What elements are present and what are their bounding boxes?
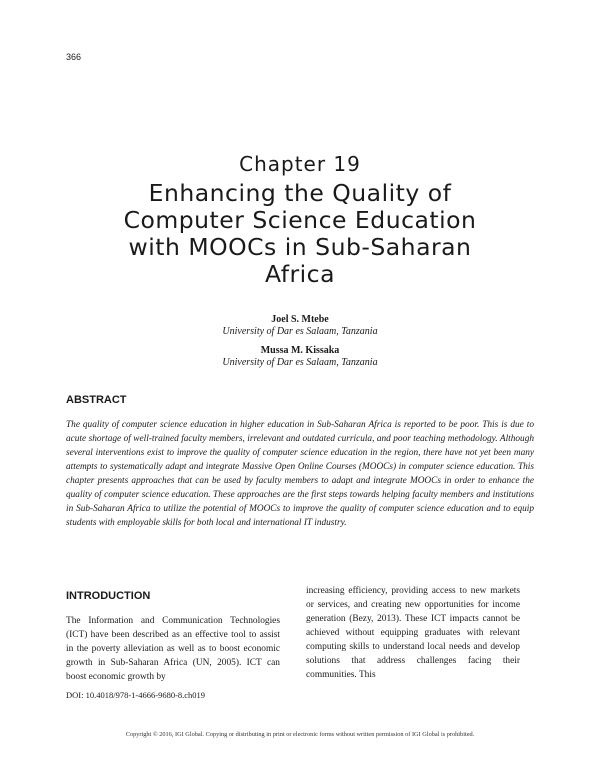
- author-name: Joel S. Mtebe: [271, 314, 329, 325]
- abstract-text: The quality of computer science education in higher education in Sub-Saharan Africa is reported to be poor. This is due to acute shortage of well-trained faculty members, irrelevant and outdated curricula, and poor teaching methodology. Although several interventions exist to improve the quality of computer science education in the region, there have not yet been many attempts to systematically adapt and integrate Massive Open Online Courses (MOOCs) in computer science education. This chapter presents approaches that can be used by faculty members to adapt and integrate MOOCs in order to enhance the quality of computer science education. These approaches are the first steps towards helping faculty members and institutions in Sub-Saharan Africa to utilize the potential of MOOCs to improve the quality of computer science education and to equip students with employable skills for both local and international IT industry.: [66, 420, 534, 528]
- abstract-heading: ABSTRACT: [66, 394, 127, 406]
- author-block: [0, 314, 600, 338]
- author-list: [0, 314, 600, 376]
- copyright-notice: Copyright © 2016, IGI Global. Copying or distributing in print or electronic forms without written permission of IGI Global is prohibited.: [125, 731, 475, 738]
- author-affiliation: University of Dar es Salaam, Tanzania: [222, 326, 378, 337]
- chapter-label: Chapter 19: [239, 152, 361, 176]
- introduction-left-column: The Information and Communication Technologies (ICT) have been described as an effective tool to assist in the poverty alleviation as well as to boost economic growth in Sub-Saharan Africa (UN, 2005). ICT can boost economic growth by: [66, 616, 280, 682]
- page-number: 366: [66, 52, 82, 62]
- author-block: [0, 345, 600, 369]
- introduction-right-column: increasing efficiency, providing access to new markets or services, and creating new opportunities for income generation (Bezy, 2013). These ICT impacts cannot be achieved without equipping graduates with relevant computing skills to understand local needs and develop solutions that address challenges facing their communities. This: [306, 586, 520, 680]
- doi-label: DOI: 10.4018/978-1-4666-9680-8.ch019: [66, 690, 206, 700]
- author-name: Mussa M. Kissaka: [260, 345, 340, 356]
- author-affiliation: University of Dar es Salaam, Tanzania: [222, 357, 378, 368]
- chapter-title: Enhancing the Quality of Computer Science Education with MOOCs in Sub-Saharan Africa: [123, 179, 477, 288]
- introduction-heading: INTRODUCTION: [66, 590, 151, 602]
